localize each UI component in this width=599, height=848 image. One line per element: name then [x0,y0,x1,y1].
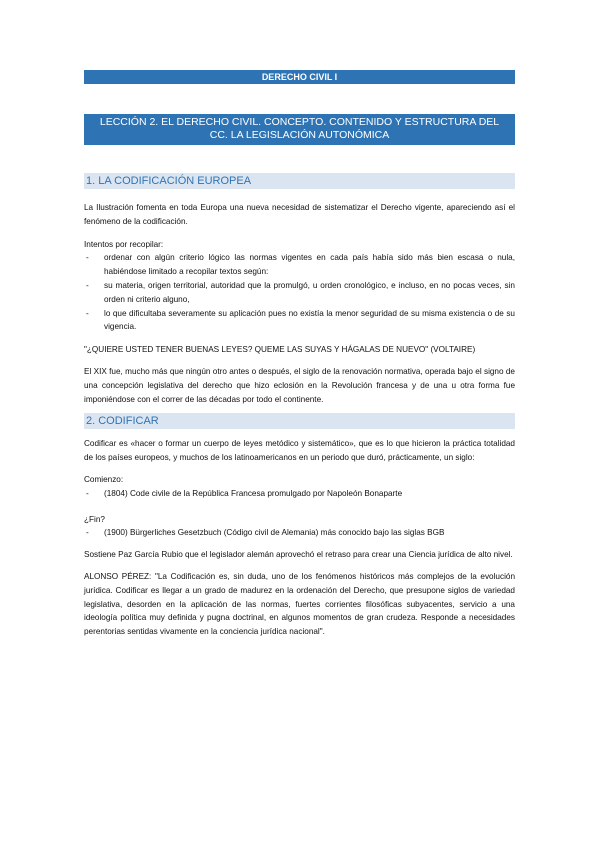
nineteenth-century-paragraph: El XIX fue, mucho más que ningún otro antes o después, el siglo de la renovación normativa, operada bajo el signo de una concepción legislativa del derecho que hizo eclosión en la Revolución francesa y de una u otra forma fue imponiéndose con el correr de las décadas por todo el continente. [84,366,515,404]
attempts-label: Intentos por recopilar: [84,239,164,249]
paz-garcia-paragraph: Sostiene Paz García Rubio que el legislador alemán aprovechó el retraso para crear una Ciencia jurídica de alto nivel. [84,550,513,560]
attempts-list [84,251,515,334]
start-label: Comienzo: [84,474,124,484]
course-title: DERECHO CIVIL I [261,72,338,82]
course-header [84,70,515,84]
bullet-dash: - [86,280,89,290]
bullet-dash: - [86,253,89,263]
section-heading-text: 2. CODIFICAR [86,415,159,428]
alonso-perez-paragraph: ALONSO PÉREZ: "La Codificación es, sin duda, uno de los fenómenos históricos más complejos de la evolución jurídica. Codificar es llegar a un grado de madurez en la ordenación del Derecho, que presupone siglos de variedad legislativa, desorden en la aplicación de las normas, fuertes corrientes filosóficas subyacentes, servicio a una ideología política muy definida y pugna doctrinal, en algunos momentos de gran crudeza. Responde a necesidades perentorias sentidas vivamente en la conciencia jurídica nacional". [84,571,515,637]
voltaire-quote: "¿QUIERE USTED TENER BUENAS LEYES? QUEME LAS SUYAS Y HÁGALAS DE NUEVO" (VOLTAIRE) [84,345,476,355]
list-item-text: ordenar con algún criterio lógico las normas vigentes en cada país había sido más bien escasa o nula, habiéndose limitado a recopilar textos según: [104,253,515,277]
list-item-text: (1900) Bürgerliches Gesetzbuch (Código civil de Alemania) más conocido bajo las siglas BGB [104,528,445,538]
list-item [84,279,515,307]
list-item [84,487,515,501]
section-heading-text: 1. LA CODIFICACIÓN EUROPEA [86,175,252,187]
list-item [84,526,515,540]
start-list [84,487,515,501]
page-content [84,70,515,639]
bullet-dash: - [86,528,89,538]
list-item-text: (1804) Code civile de la República Francesa promulgado por Napoleón Bonaparte [104,488,403,498]
bullet-dash: - [86,488,89,498]
list-item [84,251,515,279]
bullet-dash: - [86,308,89,318]
section-heading-codificacion [84,173,515,189]
intro-paragraph: La Ilustración fomenta en toda Europa una nueva necesidad de sistematizar el Derecho vigente, apareciendo así el fenómeno de la codificación. [84,203,515,226]
list-item-text: su materia, origen territorial, autoridad que la promulgó, u orden cronológico, e incluso, en no pocas veces, sin orden ni criterio alguno, [104,280,515,304]
list-item [84,307,515,335]
lesson-title-line-1: LECCIÓN 2. EL DERECHO CIVIL. CONCEPTO. CONTENIDO Y ESTRUCTURA DEL [99,116,500,128]
codificar-definition: Codificar es «hacer o formar un cuerpo de leyes metódico y sistemático», que es lo que hicieron la práctica totalidad de los países europeos, y muchos de los latinoamericanos en un periodo que duró, prácticamente, un siglo: [84,439,515,463]
lesson-title-line-2: CC. LA LEGISLACIÓN AUTONÓMICA [209,129,390,141]
end-label: ¿Fin? [84,514,105,524]
lesson-title-box [84,114,515,145]
section-heading-codificar [84,413,515,429]
end-list [84,526,515,540]
list-item-text: lo que dificultaba severamente su aplicación pues no existía la menor seguridad de su misma existencia o de su vigencia. [104,308,515,332]
